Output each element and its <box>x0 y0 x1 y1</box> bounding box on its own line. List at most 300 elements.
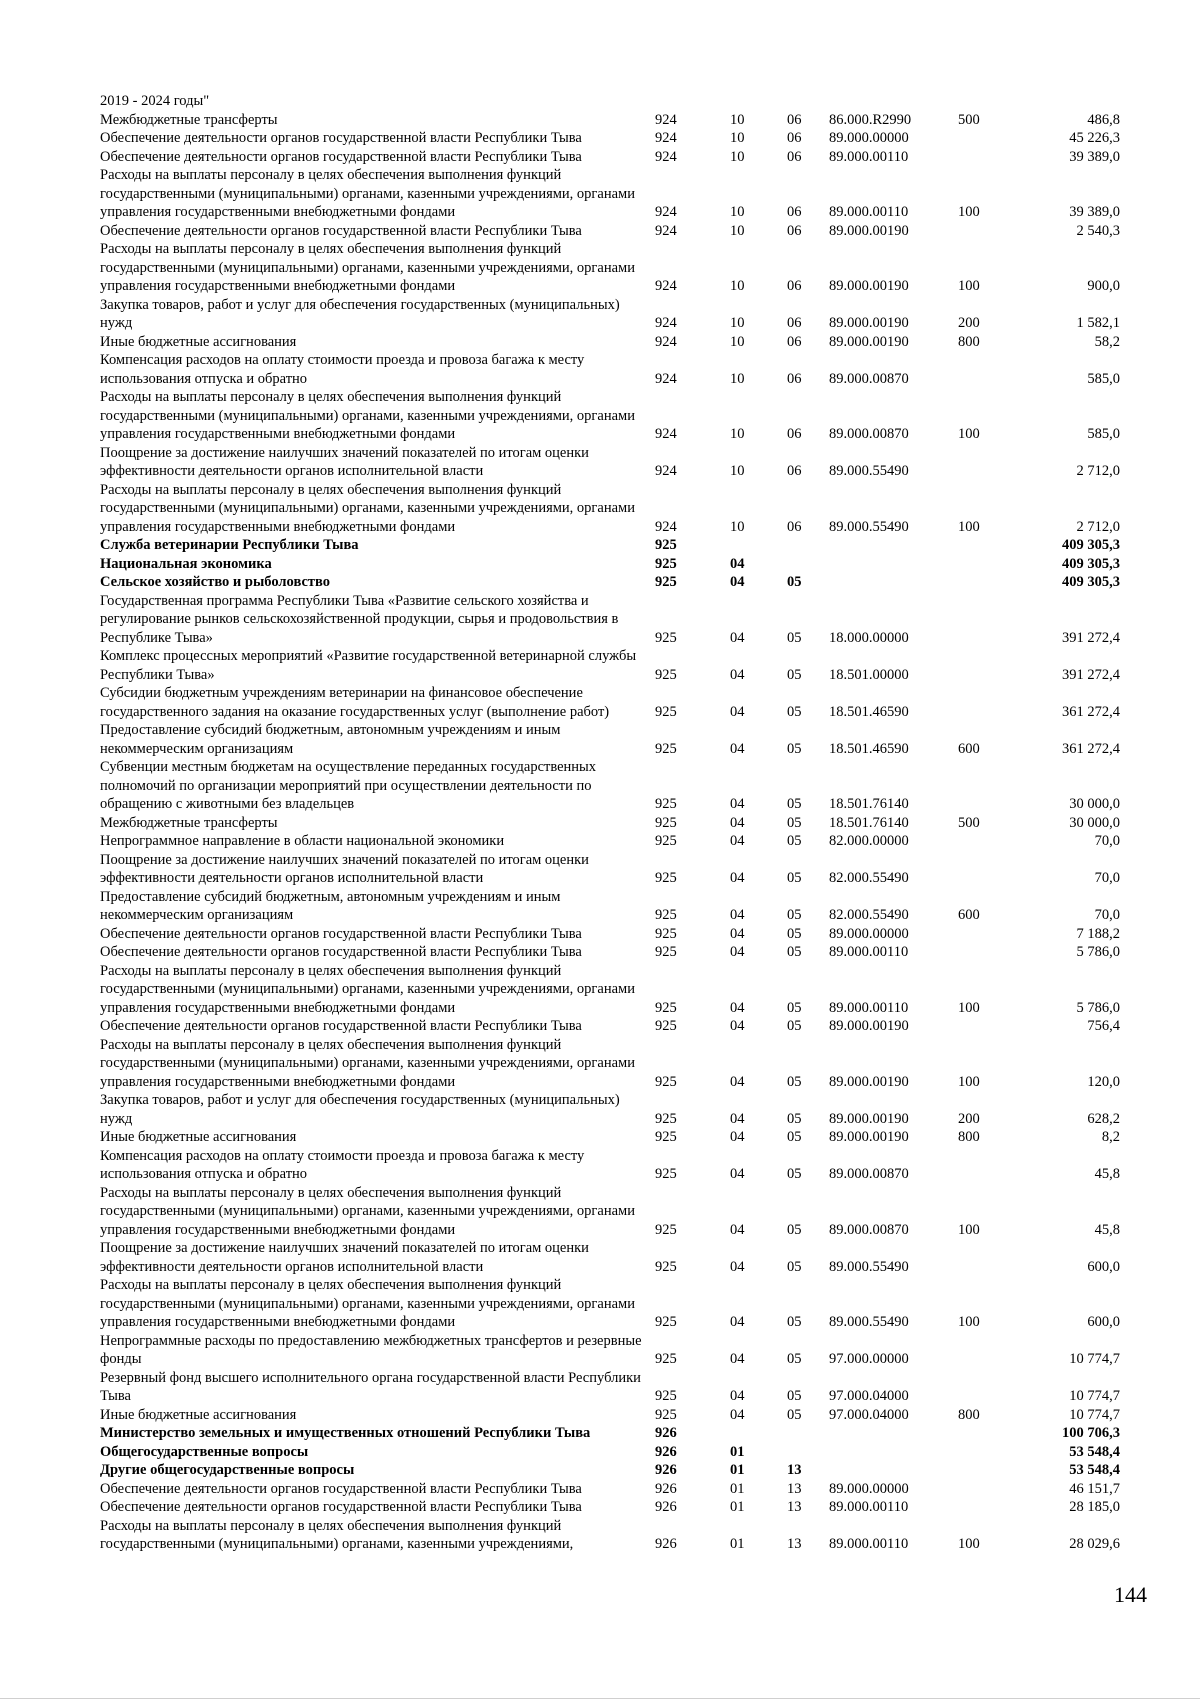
row-expense-type <box>958 592 1020 648</box>
row-section-code: 04 <box>730 1018 745 1034</box>
row-name: Обеспечение деятельности органов государственной власти Республики Тыва <box>100 1018 582 1034</box>
row-expense-type <box>958 555 1020 574</box>
row-subsection-code: 05 <box>787 629 802 646</box>
table-row <box>100 481 1120 537</box>
table-row <box>100 536 1120 555</box>
row-subsection-code: 05 <box>787 944 802 960</box>
row-expense-type <box>958 647 1020 684</box>
row-section-code: 10 <box>730 111 745 128</box>
row-name: Обеспечение деятельности органов государственной власти Республики Тыва <box>100 925 582 942</box>
row-grbs-code: 925 <box>655 1129 677 1145</box>
row-target-article: 89.000.55490 <box>829 518 909 535</box>
row-amount: 409 305,3 <box>1062 574 1120 590</box>
table-row <box>100 1480 1120 1499</box>
row-amount: 5 786,0 <box>1076 944 1120 960</box>
table-row <box>100 1424 1120 1443</box>
row-amount: 900,0 <box>1087 278 1120 294</box>
row-grbs-code: 924 <box>655 278 677 294</box>
row-amount: 2 540,3 <box>1076 222 1120 239</box>
row-expense-type: 100 <box>958 426 980 442</box>
row-amount: 409 305,3 <box>1062 537 1120 553</box>
table-row <box>100 1369 1120 1406</box>
row-target-article <box>829 536 958 555</box>
row-expense-type <box>958 1424 1020 1443</box>
row-name: Межбюджетные трансферты <box>100 111 278 128</box>
row-target-article: 89.000.00110 <box>829 999 909 1016</box>
budget-allocation-table <box>100 111 1120 1554</box>
row-target-article: 89.000.00870 <box>829 370 909 387</box>
row-amount: 53 548,4 <box>1069 1443 1120 1460</box>
row-target-article <box>829 1461 958 1480</box>
table-row <box>100 148 1120 167</box>
row-section-code: 04 <box>730 703 745 720</box>
row-target-article: 97.000.04000 <box>829 1406 909 1423</box>
row-grbs-code: 925 <box>655 944 677 960</box>
row-name: Непрограммные расходы по предоставлению межбюджетных трансфертов и резервные фонды <box>100 1332 642 1367</box>
row-section-code: 04 <box>730 1166 745 1182</box>
row-subsection-code: 05 <box>787 574 802 590</box>
row-amount: 391 272,4 <box>1062 629 1120 646</box>
table-row <box>100 573 1120 592</box>
row-subsection-code: 05 <box>787 1221 802 1238</box>
row-name: Иные бюджетные ассигнования <box>100 1129 297 1145</box>
row-target-article: 89.000.00190 <box>829 1018 909 1034</box>
row-amount: 2 712,0 <box>1076 518 1120 535</box>
row-subsection-code: 06 <box>787 130 802 146</box>
row-section-code: 04 <box>730 666 745 683</box>
row-target-article: 89.000.00870 <box>829 1166 909 1182</box>
row-target-article: 89.000.00190 <box>829 1073 909 1090</box>
table-row <box>100 129 1120 148</box>
row-section-code <box>717 1424 779 1443</box>
row-subsection-code: 05 <box>787 1018 802 1034</box>
row-amount: 100 706,3 <box>1062 1425 1120 1441</box>
row-expense-type <box>958 1147 1020 1184</box>
row-name: Другие общегосударственные вопросы <box>100 1462 355 1478</box>
row-expense-type <box>958 1498 1020 1517</box>
row-subsection-code: 05 <box>787 999 802 1016</box>
row-amount: 45 226,3 <box>1069 130 1120 146</box>
row-grbs-code: 924 <box>655 333 677 350</box>
row-amount: 39 389,0 <box>1069 204 1120 220</box>
row-name: Поощрение за достижение наилучших значений показателей по итогам оценки эффективности деятельности органов исполнительной власти <box>100 444 589 479</box>
row-grbs-code: 925 <box>655 1258 677 1275</box>
row-name: Обеспечение деятельности органов государственной власти Республики Тыва <box>100 944 582 960</box>
row-grbs-code: 925 <box>655 1406 677 1423</box>
row-amount: 10 774,7 <box>1069 1388 1120 1404</box>
page-number: 144 <box>1114 1582 1147 1607</box>
row-target-article: 97.000.04000 <box>829 1388 909 1404</box>
row-section-code: 10 <box>730 130 745 146</box>
row-expense-type <box>958 129 1020 148</box>
row-amount: 391 272,4 <box>1062 666 1120 683</box>
row-target-article: 89.000.00110 <box>829 944 909 960</box>
row-expense-type <box>958 1443 1020 1462</box>
row-amount: 28 029,6 <box>1069 1536 1120 1552</box>
row-subsection-code: 13 <box>787 1499 802 1515</box>
row-expense-type: 100 <box>958 1536 980 1552</box>
row-subsection-code: 06 <box>787 111 802 128</box>
table-row <box>100 1332 1120 1369</box>
row-grbs-code: 925 <box>655 1110 677 1127</box>
table-row <box>100 647 1120 684</box>
row-subsection-code: 06 <box>787 278 802 294</box>
row-grbs-code: 924 <box>655 111 677 128</box>
table-row <box>100 888 1120 925</box>
budget-table-body <box>100 111 1120 1554</box>
row-subsection-code: 05 <box>787 1166 802 1182</box>
row-name: Субвенции местным бюджетам на осуществление переданных государственных полномочий по организации мероприятий при осуществлении деятельности по обращению с животными без владельцев <box>100 759 597 812</box>
row-name: Обеспечение деятельности органов государственной власти Республики Тыва <box>100 1499 582 1515</box>
row-subsection-code <box>779 536 829 555</box>
row-section-code: 04 <box>730 1351 745 1367</box>
row-expense-type <box>958 222 1020 241</box>
row-grbs-code: 925 <box>655 629 677 646</box>
row-target-article: 82.000.55490 <box>829 870 909 886</box>
row-subsection-code: 05 <box>787 1129 802 1145</box>
row-section-code: 04 <box>730 833 745 849</box>
table-row <box>100 222 1120 241</box>
row-grbs-code: 925 <box>655 574 677 590</box>
row-grbs-code: 925 <box>655 666 677 683</box>
row-expense-type <box>958 536 1020 555</box>
row-name: Расходы на выплаты персоналу в целях обеспечения выполнения функций государственными (муниципальными) органами, казенными учреждениями, органами управления государственными внебюджетными фондами <box>100 481 635 535</box>
row-target-article: 89.000.55490 <box>829 1258 909 1275</box>
row-expense-type <box>958 1239 1020 1276</box>
table-row <box>100 296 1120 333</box>
row-amount: 585,0 <box>1087 370 1120 387</box>
row-amount: 70,0 <box>1094 833 1120 849</box>
row-target-article <box>829 1424 958 1443</box>
row-name: Обеспечение деятельности органов государственной власти Республики Тыва <box>100 148 582 165</box>
table-row <box>100 388 1120 444</box>
row-target-article: 89.000.00110 <box>829 1499 909 1515</box>
row-name: Обеспечение деятельности органов государственной власти Республики Тыва <box>100 1480 582 1497</box>
row-subsection-code: 05 <box>787 1258 802 1275</box>
row-section-code: 10 <box>730 278 745 294</box>
row-target-article: 89.000.00870 <box>829 1221 909 1238</box>
row-grbs-code: 924 <box>655 426 677 442</box>
row-section-code: 04 <box>730 1406 745 1423</box>
row-section-code: 04 <box>730 1388 745 1404</box>
row-section-code: 10 <box>730 463 745 479</box>
row-section-code: 10 <box>730 518 745 535</box>
row-name: Расходы на выплаты персоналу в целях обеспечения выполнения функций государственными (муниципальными) органами, казенными учреждениями, <box>100 1517 574 1552</box>
row-amount: 120,0 <box>1087 1073 1120 1090</box>
header-continuation: 2019 - 2024 годы" <box>100 93 210 109</box>
row-name: Компенсация расходов на оплату стоимости проезда и провоза багажа к месту использования отпуска и обратно <box>100 1147 585 1182</box>
row-target-article: 18.501.00000 <box>829 666 909 683</box>
row-section-code: 04 <box>730 1110 745 1127</box>
row-amount: 70,0 <box>1094 907 1120 923</box>
row-grbs-code: 926 <box>655 1499 677 1515</box>
row-subsection-code: 05 <box>787 666 802 683</box>
table-row <box>100 814 1120 833</box>
row-target-article: 89.000.55490 <box>829 463 909 479</box>
table-row <box>100 962 1120 1018</box>
row-grbs-code: 924 <box>655 130 677 146</box>
row-subsection-code: 06 <box>787 518 802 535</box>
row-expense-type: 100 <box>958 204 980 220</box>
row-name: Расходы на выплаты персоналу в целях обеспечения выполнения функций государственными (муниципальными) органами, казенными учреждениями, органами управления государственными внебюджетными фондами <box>100 1036 635 1090</box>
row-grbs-code: 924 <box>655 463 677 479</box>
row-section-code: 04 <box>730 925 745 942</box>
row-amount: 8,2 <box>1101 1129 1120 1145</box>
row-target-article: 89.000.00110 <box>829 204 909 220</box>
row-name: Расходы на выплаты персоналу в целях обеспечения выполнения функций государственными (муниципальными) органами, казенными учреждениями, органами управления государственными внебюджетными фондами <box>100 389 635 442</box>
row-expense-type: 600 <box>958 740 980 757</box>
table-row <box>100 1036 1120 1092</box>
row-subsection-code: 05 <box>787 833 802 849</box>
row-target-article: 89.000.00110 <box>829 148 909 165</box>
row-name: Обеспечение деятельности органов государственной власти Республики Тыва <box>100 130 582 146</box>
row-subsection-code <box>779 1424 829 1443</box>
row-name: Расходы на выплаты персоналу в целях обеспечения выполнения функций государственными (муниципальными) органами, казенными учреждениями, органами управления государственными внебюджетными фондами <box>100 167 635 220</box>
row-expense-type <box>958 444 1020 481</box>
table-row <box>100 592 1120 648</box>
row-name: Иные бюджетные ассигнования <box>100 1406 297 1423</box>
row-expense-type: 500 <box>958 814 980 831</box>
row-amount: 7 188,2 <box>1076 925 1120 942</box>
table-row <box>100 1498 1120 1517</box>
row-expense-type: 200 <box>958 315 980 331</box>
row-expense-type: 100 <box>958 1314 980 1330</box>
row-grbs-code: 925 <box>655 999 677 1016</box>
table-row <box>100 1517 1120 1554</box>
row-expense-type <box>958 351 1020 388</box>
row-subsection-code: 13 <box>787 1462 802 1478</box>
row-expense-type: 100 <box>958 1073 980 1090</box>
row-expense-type: 100 <box>958 1221 980 1238</box>
row-name: Предоставление субсидий бюджетным, автономным учреждениям и иным некоммерческим организациям <box>100 888 561 923</box>
row-target-article: 89.000.00190 <box>829 333 909 350</box>
row-target-article: 89.000.00110 <box>829 1536 909 1552</box>
row-grbs-code: 925 <box>655 1018 677 1034</box>
row-amount: 10 774,7 <box>1069 1351 1120 1367</box>
row-expense-type <box>958 1017 1020 1036</box>
row-subsection-code: 05 <box>787 1406 802 1423</box>
row-subsection-code: 06 <box>787 204 802 220</box>
row-amount: 2 712,0 <box>1076 463 1120 479</box>
row-section-code: 04 <box>730 1221 745 1238</box>
row-target-article: 82.000.55490 <box>829 907 909 923</box>
row-section-code: 10 <box>730 370 745 387</box>
row-name: Расходы на выплаты персоналу в целях обеспечения выполнения функций государственными (муниципальными) органами, казенными учреждениями, органами управления государственными внебюджетными фондами <box>100 241 635 294</box>
row-subsection-code <box>779 1443 829 1462</box>
row-subsection-code: 05 <box>787 814 802 831</box>
table-row <box>100 240 1120 296</box>
row-subsection-code: 05 <box>787 796 802 812</box>
row-grbs-code: 925 <box>655 925 677 942</box>
row-subsection-code: 13 <box>787 1480 802 1497</box>
row-grbs-code: 925 <box>655 740 677 757</box>
row-target-article: 89.000.00190 <box>829 1110 909 1127</box>
row-amount: 70,0 <box>1094 870 1120 886</box>
row-name: Закупка товаров, работ и услуг для обеспечения государственных (муниципальных) нужд <box>100 1092 620 1127</box>
row-amount: 486,8 <box>1087 111 1120 128</box>
row-grbs-code: 925 <box>655 833 677 849</box>
row-target-article: 82.000.00000 <box>829 833 909 849</box>
row-target-article <box>829 555 958 574</box>
budget-document-page <box>100 92 1120 1554</box>
row-target-article <box>829 573 958 592</box>
row-target-article: 89.000.55490 <box>829 1314 909 1330</box>
row-amount: 756,4 <box>1087 1018 1120 1034</box>
row-target-article: 89.000.00190 <box>829 1129 909 1145</box>
row-subsection-code: 05 <box>787 1314 802 1330</box>
row-expense-type <box>958 1461 1020 1480</box>
row-name: Национальная экономика <box>100 555 272 572</box>
row-amount: 46 151,7 <box>1069 1480 1120 1497</box>
row-expense-type <box>958 1332 1020 1369</box>
row-expense-type: 200 <box>958 1110 980 1127</box>
table-row <box>100 925 1120 944</box>
row-name: Поощрение за достижение наилучших значений показателей по итогам оценки эффективности деятельности органов исполнительной власти <box>100 851 589 886</box>
row-expense-type <box>958 832 1020 851</box>
row-target-article: 89.000.00000 <box>829 925 909 942</box>
table-row <box>100 1184 1120 1240</box>
row-grbs-code: 925 <box>655 1388 677 1404</box>
row-expense-type <box>958 925 1020 944</box>
row-name: Сельское хозяйство и рыболовство <box>100 574 330 590</box>
row-expense-type <box>958 1369 1020 1406</box>
row-name: Непрограммное направление в области национальной экономики <box>100 833 505 849</box>
row-grbs-code: 925 <box>655 870 677 886</box>
row-section-code: 01 <box>730 1536 745 1552</box>
table-row <box>100 1091 1120 1128</box>
row-grbs-code: 925 <box>655 1221 677 1238</box>
table-row <box>100 1461 1120 1480</box>
row-amount: 30 000,0 <box>1069 796 1120 812</box>
row-target-article: 89.000.00000 <box>829 1480 909 1497</box>
row-grbs-code: 925 <box>655 537 677 553</box>
row-grbs-code: 926 <box>655 1480 677 1497</box>
row-grbs-code: 924 <box>655 518 677 535</box>
row-subsection-code: 05 <box>787 870 802 886</box>
row-grbs-code: 926 <box>655 1443 677 1460</box>
table-row <box>100 1239 1120 1276</box>
row-name: Компенсация расходов на оплату стоимости проезда и провоза багажа к месту использования отпуска и обратно <box>100 352 585 387</box>
row-target-article: 86.000.R2990 <box>829 111 912 128</box>
row-section-code: 04 <box>730 944 745 960</box>
row-grbs-code: 925 <box>655 703 677 720</box>
row-section-code: 04 <box>730 814 745 831</box>
row-amount: 361 272,4 <box>1062 740 1120 757</box>
row-subsection-code <box>779 555 829 574</box>
table-row <box>100 1017 1120 1036</box>
row-subsection-code: 05 <box>787 1388 802 1404</box>
row-amount: 28 185,0 <box>1069 1499 1120 1515</box>
row-amount: 5 786,0 <box>1076 999 1120 1016</box>
row-section-code: 10 <box>730 426 745 442</box>
row-expense-type: 600 <box>958 907 980 923</box>
table-row <box>100 832 1120 851</box>
row-target-article: 18.501.76140 <box>829 796 909 812</box>
row-target-article: 89.000.00190 <box>829 315 909 331</box>
row-name: Расходы на выплаты персоналу в целях обеспечения выполнения функций государственными (муниципальными) органами, казенными учреждениями, органами управления государственными внебюджетными фондами <box>100 1277 635 1330</box>
row-amount: 39 389,0 <box>1069 148 1120 165</box>
row-subsection-code: 06 <box>787 370 802 387</box>
row-grbs-code: 925 <box>655 1166 677 1182</box>
table-row <box>100 1128 1120 1147</box>
table-row <box>100 1147 1120 1184</box>
row-subsection-code: 05 <box>787 1110 802 1127</box>
row-grbs-code: 924 <box>655 222 677 239</box>
row-section-code: 10 <box>730 148 745 165</box>
row-name: Служба ветеринарии Республики Тыва <box>100 537 359 553</box>
row-amount: 1 582,1 <box>1076 315 1120 331</box>
row-subsection-code: 05 <box>787 907 802 923</box>
row-amount: 585,0 <box>1087 426 1120 442</box>
row-section-code <box>717 536 779 555</box>
row-section-code: 01 <box>730 1462 745 1478</box>
bottom-scan-edge <box>0 1698 1200 1699</box>
row-section-code: 01 <box>730 1499 745 1515</box>
table-row <box>100 333 1120 352</box>
table-row <box>100 351 1120 388</box>
row-section-code: 10 <box>730 222 745 239</box>
row-amount: 45,8 <box>1094 1166 1120 1182</box>
row-target-article: 18.000.00000 <box>829 629 909 646</box>
row-section-code: 04 <box>730 574 745 590</box>
row-amount: 10 774,7 <box>1069 1406 1120 1423</box>
row-name: Субсидии бюджетным учреждениям ветеринарии на финансовое обеспечение государственного задания на оказание государственных услуг (выполнение работ) <box>100 685 610 720</box>
row-name: Предоставление субсидий бюджетным, автономным учреждениям и иным некоммерческим организациям <box>100 722 561 757</box>
row-grbs-code: 924 <box>655 204 677 220</box>
row-amount: 53 548,4 <box>1069 1462 1120 1478</box>
row-subsection-code: 06 <box>787 315 802 331</box>
row-section-code: 04 <box>730 555 745 572</box>
row-target-article: 89.000.00000 <box>829 130 909 146</box>
row-target-article <box>829 1443 958 1462</box>
row-name: Министерство земельных и имущественных отношений Республики Тыва <box>100 1425 591 1441</box>
row-name: Поощрение за достижение наилучших значений показателей по итогам оценки эффективности деятельности органов исполнительной власти <box>100 1240 589 1275</box>
row-section-code: 04 <box>730 870 745 886</box>
row-subsection-code: 05 <box>787 740 802 757</box>
row-name: Комплекс процессных мероприятий «Развитие государственной ветеринарной службы Республики Тыва» <box>100 648 637 683</box>
table-row <box>100 758 1120 814</box>
row-section-code: 10 <box>730 333 745 350</box>
row-subsection-code: 05 <box>787 1351 802 1367</box>
row-section-code: 04 <box>730 1258 745 1275</box>
row-expense-type <box>958 943 1020 962</box>
row-grbs-code: 925 <box>655 907 677 923</box>
row-section-code: 10 <box>730 204 745 220</box>
row-amount: 45,8 <box>1094 1221 1120 1238</box>
row-target-article: 89.000.00870 <box>829 426 909 442</box>
row-subsection-code: 06 <box>787 463 802 479</box>
row-subsection-code: 05 <box>787 1073 802 1090</box>
row-target-article: 89.000.00190 <box>829 278 909 294</box>
row-name: Расходы на выплаты персоналу в целях обеспечения выполнения функций государственными (муниципальными) органами, казенными учреждениями, органами управления государственными внебюджетными фондами <box>100 1184 635 1238</box>
row-expense-type: 500 <box>958 111 980 128</box>
row-section-code: 01 <box>730 1443 745 1460</box>
row-section-code: 04 <box>730 629 745 646</box>
row-expense-type <box>958 851 1020 888</box>
row-name: Закупка товаров, работ и услуг для обеспечения государственных (муниципальных) нужд <box>100 296 620 331</box>
row-target-article: 18.501.76140 <box>829 814 909 831</box>
row-expense-type: 800 <box>958 333 980 350</box>
table-row <box>100 943 1120 962</box>
row-name: Расходы на выплаты персоналу в целях обеспечения выполнения функций государственными (муниципальными) органами, казенными учреждениями, органами управления государственными внебюджетными фондами <box>100 962 635 1016</box>
row-grbs-code: 926 <box>655 1425 677 1441</box>
row-name: Резервный фонд высшего исполнительного органа государственной власти Республики Тыва <box>100 1369 641 1404</box>
row-section-code: 04 <box>730 740 745 757</box>
row-expense-type <box>958 1480 1020 1499</box>
row-subsection-code: 06 <box>787 222 802 239</box>
row-section-code: 04 <box>730 1314 745 1330</box>
row-name: Межбюджетные трансферты <box>100 814 278 831</box>
